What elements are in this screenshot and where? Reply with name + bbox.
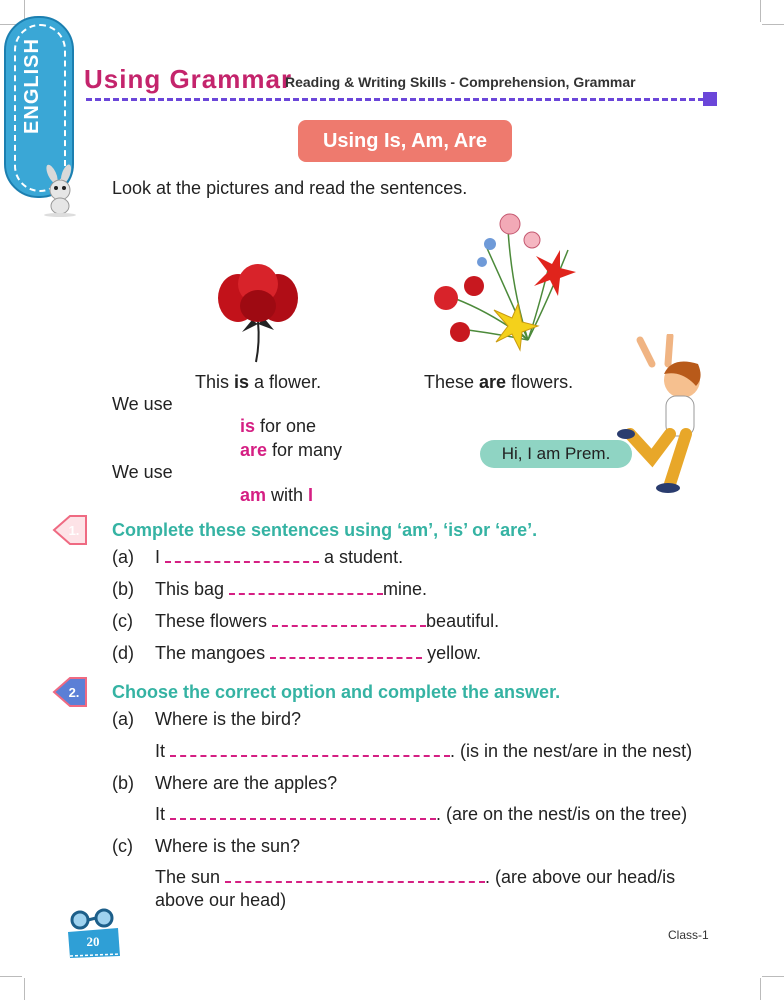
section-title: Using Grammar [84,64,293,94]
subject-label: ENGLISH [21,38,43,134]
item-text: This bag [155,579,230,599]
exercise-number-marker [52,674,88,710]
item-label: (a) [112,547,134,567]
caption-many-flowers [424,372,573,393]
caption-text: a flower. [249,372,322,392]
item-label: (b) [112,579,134,599]
exercise1-heading: Complete these sentences using ‘am’, ‘is’ or ‘are’. [112,520,538,540]
answer-blank[interactable] [270,643,422,659]
answer-options: . (are on the nest/is on the tree) [436,804,688,824]
caption-verb: is [234,372,250,392]
exercise2-answer [155,867,675,888]
item-label: (b) [112,773,134,793]
item-label: (d) [112,643,134,663]
answer-blank[interactable] [170,741,450,757]
crop-mark [760,978,761,1000]
exercise2-answer-continued: above our head) [155,890,287,910]
crop-mark [760,0,761,22]
rule-is [240,416,316,437]
crop-mark [762,24,784,25]
question-text: Where is the sun? [155,836,301,856]
answer-blank[interactable] [165,547,319,563]
answer-blank[interactable] [170,804,436,820]
single-flower-illustration [212,262,304,364]
section-subtitle: Reading & Writing Skills - Comprehension, Grammar [285,74,636,90]
item-label: (c) [112,836,133,856]
rule-am [240,485,313,506]
class-label: Class-1 [668,928,709,942]
bunny-mascot-icon [36,164,84,218]
speech-bubble: Hi, I am Prem. [480,440,632,468]
caption-verb: are [479,372,507,392]
exercise-number: 2. [68,685,80,700]
exercise-number: 1. [68,523,80,538]
answer-blank[interactable] [229,579,383,595]
answer-start: The sun [155,867,226,887]
header-rule-end-square [703,92,717,106]
item-label: (c) [112,611,133,631]
exercise2-answer [155,741,692,762]
answer-start: It [155,741,171,761]
crop-mark [762,976,784,977]
exercise2-answer [155,804,687,825]
boy-prem-illustration [612,334,708,496]
topic-badge: Using Is, Am, Are [298,120,512,162]
item-text: The mangoes [155,643,271,663]
item-text: yellow. [422,643,482,663]
crop-mark [0,976,22,977]
item-text: I [155,547,166,567]
question-text: Where is the bird? [155,709,302,729]
caption-one-flower [195,372,321,393]
rule-are [240,440,342,461]
rule-text: for one [255,416,317,436]
item-text: beautiful. [426,611,500,631]
caption-text: flowers. [506,372,574,392]
rule-text: for many [267,440,343,460]
caption-text: These [424,372,480,392]
item-text: mine. [383,579,428,599]
item-label: (a) [112,709,134,729]
exercise2-heading: Choose the correct option and complete the answer. [112,682,561,702]
exercise-number-marker [52,512,88,548]
page-number: 20 [86,934,100,949]
rule-text: with [266,485,309,505]
intro-instruction: Look at the pictures and read the sentences. [112,178,468,198]
rule-pronoun: I [308,485,314,505]
answer-blank[interactable] [272,611,426,627]
answer-options: . (is in the nest/are in the nest) [450,741,693,761]
page-number-badge [64,908,122,960]
we-use-label: We use [112,394,173,414]
answer-options: . (are above our head/is [485,867,676,887]
answer-blank[interactable] [225,867,485,883]
item-text: These flowers [155,611,273,631]
caption-text: This [195,372,235,392]
answer-start: It [155,804,171,824]
we-use-label: We use [112,462,173,482]
rule-verb: are [240,440,268,460]
item-text: a student. [319,547,404,567]
rule-verb: am [240,485,267,505]
rule-verb: is [240,416,256,436]
header-dashed-rule [86,98,704,101]
bouquet-illustration [428,210,580,360]
question-text: Where are the apples? [155,773,338,793]
crop-mark [24,978,25,1000]
